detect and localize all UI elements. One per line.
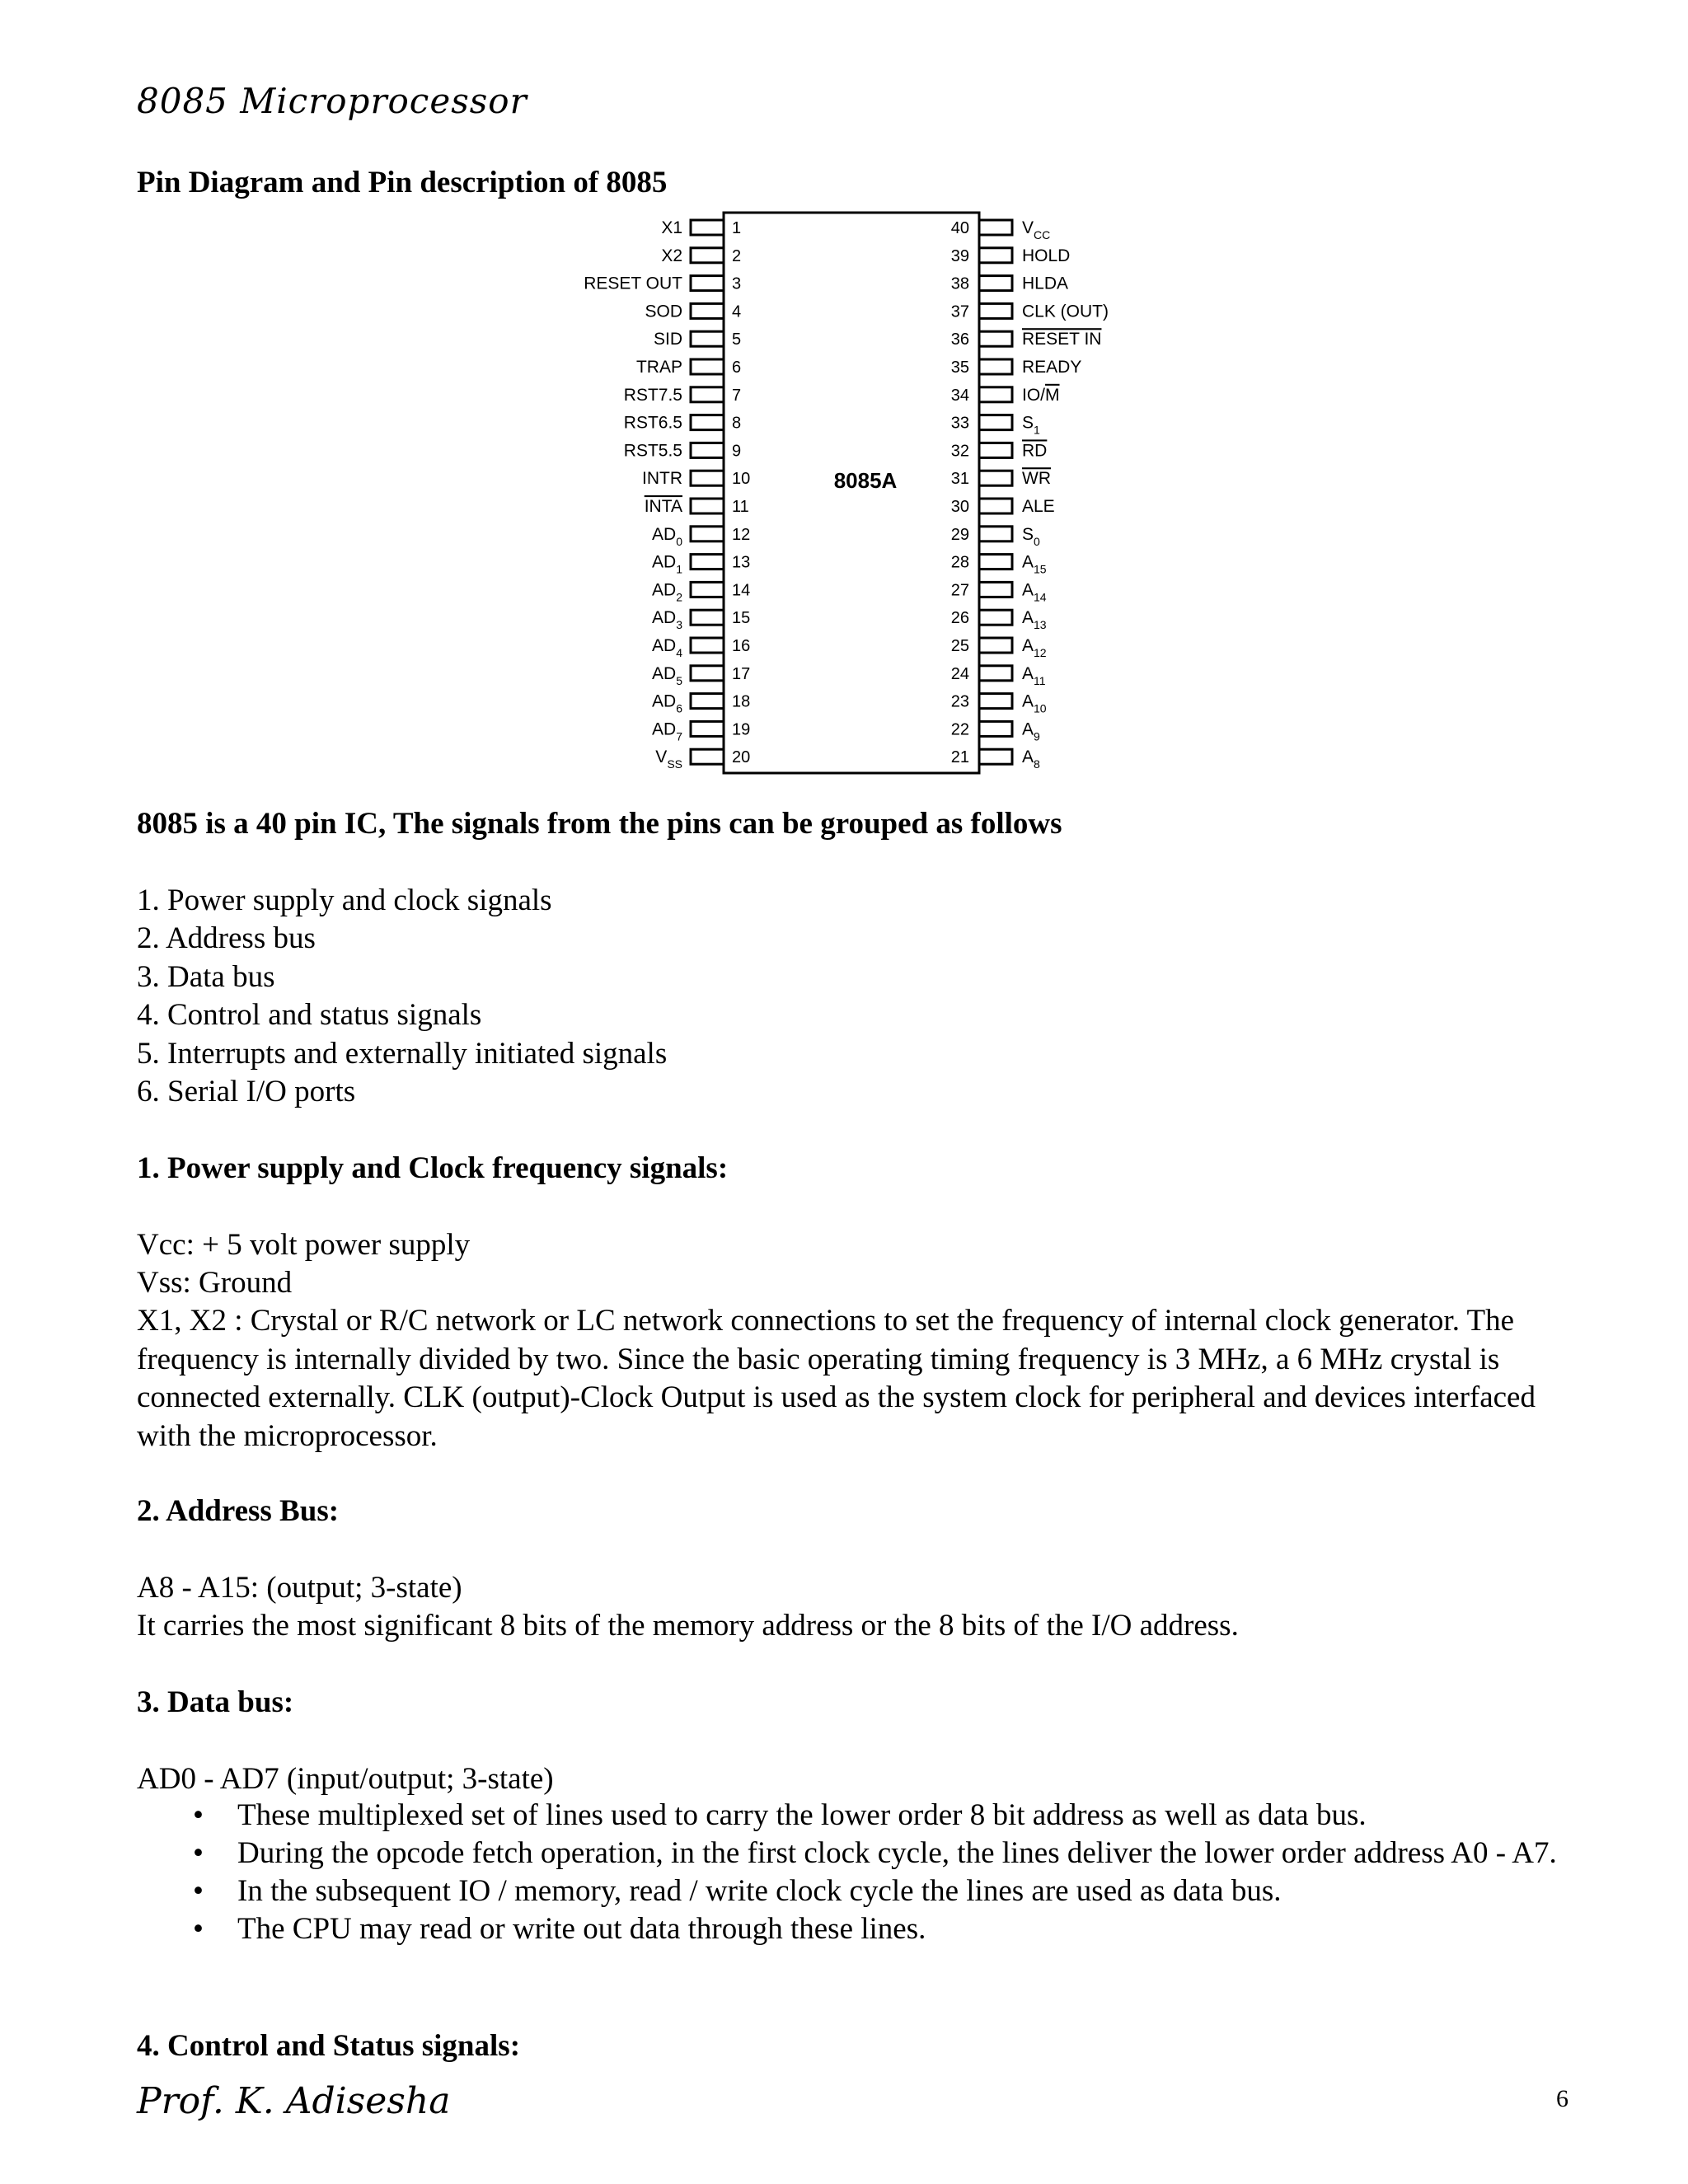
pin-number: 24 xyxy=(950,664,969,683)
pin-left-17 xyxy=(691,666,724,681)
pin-left-9 xyxy=(691,443,724,457)
pin-number: 13 xyxy=(732,553,751,572)
control-heading: 4. Control and Status signals: xyxy=(137,2029,521,2063)
pin-number: 4 xyxy=(732,302,742,321)
pin-number: 33 xyxy=(950,414,969,433)
pin-label: RD xyxy=(1022,441,1048,461)
pin-number: 1 xyxy=(732,219,742,237)
pin-label: $AD_4$ xyxy=(652,636,682,659)
pin-left-2 xyxy=(691,248,724,263)
data-bus-bullets xyxy=(137,1797,1596,1948)
pin-left-11 xyxy=(691,499,724,513)
pin-label: $AD_7$ xyxy=(652,719,682,743)
pin-right-38 xyxy=(979,276,1012,291)
pin-right-34 xyxy=(979,387,1012,402)
pin-label: INTA xyxy=(644,497,682,516)
pin-right-30 xyxy=(979,499,1012,513)
pin-label: $A_{15}$ xyxy=(1022,552,1047,576)
group-item-5: 5. Interrupts and externally initiated signals xyxy=(137,1037,668,1071)
pin-number: 3 xyxy=(732,274,742,293)
pin-label: SID xyxy=(653,330,682,349)
pin-number: 23 xyxy=(950,692,969,711)
pin-left-15 xyxy=(691,610,724,625)
pin-label: RST7.5 xyxy=(623,385,682,405)
pin-left-13 xyxy=(691,555,724,569)
pin-number: 19 xyxy=(732,720,751,739)
pin-label: $AD_5$ xyxy=(652,663,682,687)
pin-number: 22 xyxy=(950,720,969,739)
chip-label: 8085A xyxy=(833,468,898,493)
pin-number: 9 xyxy=(732,442,742,461)
pin-number: 32 xyxy=(950,442,969,461)
pin-label: X1 xyxy=(661,218,682,237)
group-item-6: 6. Serial I/O ports xyxy=(137,1075,356,1108)
address-heading: 2. Address Bus: xyxy=(137,1494,340,1528)
pin-left-6 xyxy=(691,359,724,374)
pin-number: 12 xyxy=(732,525,751,544)
pin-number: 35 xyxy=(950,359,969,377)
pin-label: $S_1$ xyxy=(1022,413,1040,437)
header-title: 8085 Microprocessor xyxy=(137,81,528,121)
pin-right-26 xyxy=(979,610,1012,625)
pin-right-25 xyxy=(979,638,1012,653)
pin-left-12 xyxy=(691,527,724,541)
pin-label: $AD_2$ xyxy=(652,580,682,604)
pin-right-28 xyxy=(979,555,1012,569)
pin-right-37 xyxy=(979,303,1012,318)
pin-label: TRAP xyxy=(635,358,682,377)
vss-line: Vss: Ground xyxy=(137,1266,293,1300)
pin-left-4 xyxy=(691,303,724,318)
clock-paragraph: X1, X2 : Crystal or R/C network or LC network connections to set the frequency of internal clock generator. The frequency is internally divided by two. Since the basic operating timing frequency is 3 MHz, a 6 MHz crystal is connected externally. CLK (output)-Clock Output is used as the system clock for peripheral and devices interfaced with the microprocessor. xyxy=(137,1304,1536,1453)
pin-label: WR xyxy=(1022,469,1051,489)
pin-number: 36 xyxy=(950,330,969,349)
pin-right-22 xyxy=(979,721,1012,736)
pin-right-39 xyxy=(979,248,1012,263)
pin-left-14 xyxy=(691,582,724,597)
pin-right-40 xyxy=(979,220,1012,235)
pin-number: 16 xyxy=(732,637,751,655)
pin-left-8 xyxy=(691,415,724,430)
pin-right-32 xyxy=(979,443,1012,457)
pin-label: INTR xyxy=(642,469,682,489)
chip-body xyxy=(724,213,979,773)
pin-number: 5 xyxy=(732,330,742,349)
data-bus-line-1: AD0 - AD7 (input/output; 3-state) xyxy=(137,1762,554,1796)
pin-left-16 xyxy=(691,638,724,653)
pin-number: 34 xyxy=(950,386,969,405)
pin-label: CLK (OUT) xyxy=(1022,302,1109,321)
pin-label: $V_{CC}$ xyxy=(1022,218,1051,241)
pin-number: 11 xyxy=(732,498,749,516)
pin-label: HOLD xyxy=(1022,246,1071,265)
pin-label: $A_{11}$ xyxy=(1022,663,1046,687)
pin-number: 38 xyxy=(950,274,969,293)
pin-label: $AD_6$ xyxy=(652,691,682,715)
pin-right-27 xyxy=(979,582,1012,597)
pin-label: $V_{SS}$ xyxy=(655,748,682,771)
pin-right-21 xyxy=(979,749,1012,764)
address-line-1: A8 - A15: (output; 3-state) xyxy=(137,1571,462,1605)
pin-right-35 xyxy=(979,359,1012,374)
pin-label: $A_{12}$ xyxy=(1022,636,1047,659)
list-item: • During the opcode fetch operation, in the first clock cycle, the lines deliver the lower order address A0 - A7. xyxy=(193,1836,1557,1870)
pin-left-10 xyxy=(691,471,724,485)
pin-number: 40 xyxy=(950,219,969,237)
grouping-heading: 8085 is a 40 pin IC, The signals from the pins can be grouped as follows xyxy=(137,807,1062,841)
pin-label: $A_{14}$ xyxy=(1022,580,1047,604)
pin-label: $AD_3$ xyxy=(652,608,682,632)
pin-label: $A_8$ xyxy=(1022,748,1040,771)
pin-number: 26 xyxy=(950,609,969,628)
pin-left-19 xyxy=(691,721,724,736)
pin-number: 18 xyxy=(732,692,751,711)
pin-left-1 xyxy=(691,220,724,235)
pin-left-20 xyxy=(691,749,724,764)
group-item-4: 4. Control and status signals xyxy=(137,998,482,1032)
pin-right-36 xyxy=(979,331,1012,346)
pin-label: RST6.5 xyxy=(623,413,682,433)
pin-left-5 xyxy=(691,331,724,346)
pin-label: $A_{10}$ xyxy=(1022,691,1047,715)
pin-left-7 xyxy=(691,387,724,402)
footer-author: Prof. K. Adisesha xyxy=(137,2080,451,2122)
pin-number: 31 xyxy=(950,470,969,489)
pin-label: RESET IN xyxy=(1022,330,1102,349)
pin-diagram xyxy=(544,204,1170,781)
pin-label: ALE xyxy=(1022,497,1055,516)
list-item: • In the subsequent IO / memory, read / write clock cycle the lines are used as data bus. xyxy=(193,1874,1282,1908)
pin-right-24 xyxy=(979,666,1012,681)
pin-number: 15 xyxy=(732,609,751,628)
pin-label: X2 xyxy=(661,246,682,265)
pin-label: RESET OUT xyxy=(584,274,682,293)
group-item-1: 1. Power supply and clock signals xyxy=(137,883,552,917)
pin-label: $A_9$ xyxy=(1022,719,1040,743)
pin-number: 37 xyxy=(950,302,969,321)
pin-right-33 xyxy=(979,415,1012,430)
pin-number: 8 xyxy=(732,414,742,433)
pin-number: 10 xyxy=(732,470,751,489)
group-item-3: 3. Data bus xyxy=(137,960,275,994)
pin-right-23 xyxy=(979,694,1012,709)
pin-number: 2 xyxy=(732,246,742,265)
pin-right-31 xyxy=(979,471,1012,485)
power-heading: 1. Power supply and Clock frequency signals: xyxy=(137,1151,729,1185)
pin-number: 29 xyxy=(950,525,969,544)
pin-label: IO/M xyxy=(1022,385,1060,405)
pin-number: 7 xyxy=(732,386,742,405)
pin-number: 28 xyxy=(950,553,969,572)
pin-number: 6 xyxy=(732,359,742,377)
data-bus-heading: 3. Data bus: xyxy=(137,1685,294,1719)
page-number: 6 xyxy=(1556,2085,1568,2112)
pin-label: $AD_0$ xyxy=(652,524,682,548)
pin-left-3 xyxy=(691,276,724,291)
pin-label: $A_{13}$ xyxy=(1022,608,1047,632)
pin-number: 25 xyxy=(950,637,969,655)
pin-right-29 xyxy=(979,527,1012,541)
pin-left-18 xyxy=(691,694,724,709)
pin-number: 20 xyxy=(732,748,751,767)
pin-number: 17 xyxy=(732,664,751,683)
pin-number: 30 xyxy=(950,498,969,516)
pin-number: 14 xyxy=(732,581,751,600)
pin-number: 39 xyxy=(950,246,969,265)
pin-label: RST5.5 xyxy=(623,441,682,461)
list-item: • The CPU may read or write out data through these lines. xyxy=(193,1912,926,1946)
list-item: • These multiplexed set of lines used to carry the lower order 8 bit address as well as data bus. xyxy=(193,1798,1367,1832)
pin-label: $S_0$ xyxy=(1022,524,1040,548)
address-line-2: It carries the most significant 8 bits of the memory address or the 8 bits of the I/O address. xyxy=(137,1609,1239,1643)
pin-label: HLDA xyxy=(1022,274,1069,293)
pin-label: SOD xyxy=(645,302,682,321)
group-item-2: 2. Address bus xyxy=(137,921,316,955)
pin-label: $AD_1$ xyxy=(652,552,682,576)
pin-number: 21 xyxy=(950,748,969,767)
pin-label: READY xyxy=(1022,358,1082,377)
vcc-line: Vcc: + 5 volt power supply xyxy=(137,1228,471,1262)
pin-number: 27 xyxy=(950,581,969,600)
pin-diagram-heading: Pin Diagram and Pin description of 8085 xyxy=(137,166,668,199)
